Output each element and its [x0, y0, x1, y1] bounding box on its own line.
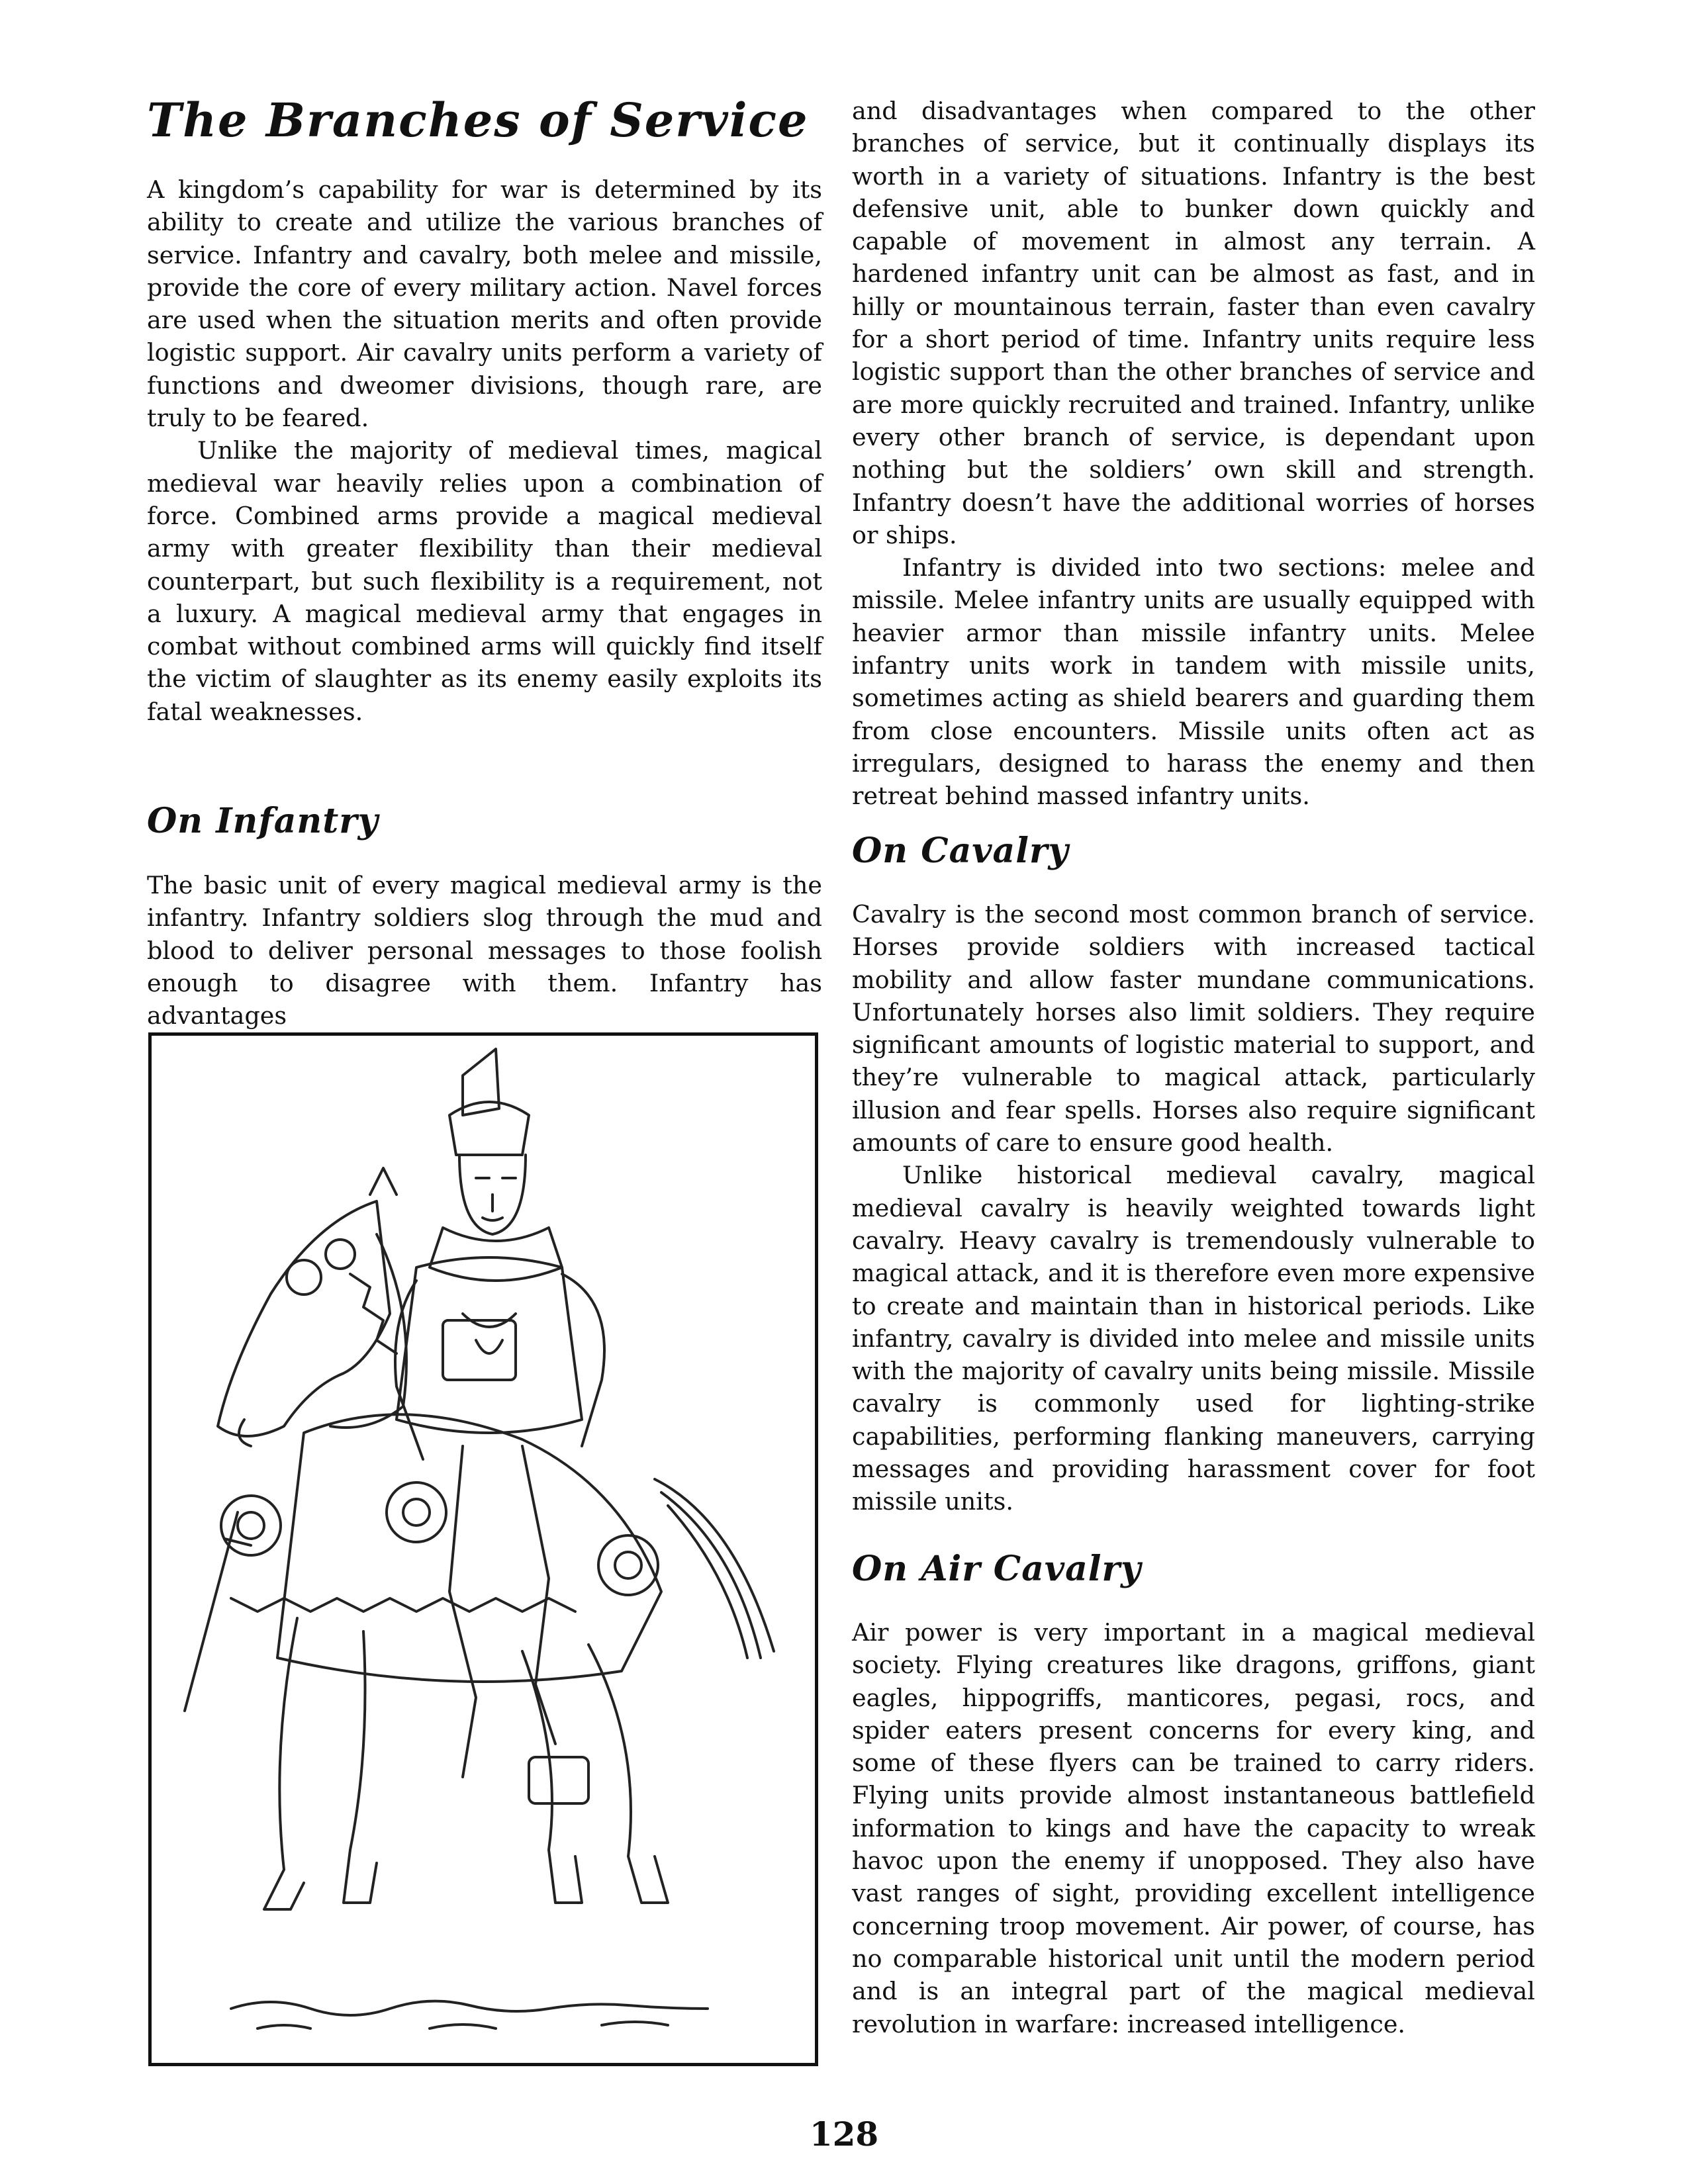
air-cavalry-text [852, 1616, 1535, 2040]
intro-paragraph-2: Unlike the majority of medieval times, magical medieval war heavily relies upon a combination of force. Combined arms provide a magical medieval army with greater flexibility than their medieval counterpart, but such flexibility is a requirement, not a luxury. A magical medieval army that engages in combat without combined arms will quickly find itself the victim of slaughter as its enemy easily exploits its fatal weaknesses. [147, 436, 822, 726]
air-cavalry-paragraph-1: Air power is very important in a magical medieval society. Flying creatures like dragons, griffons, giant eagles, hippogriffs, manticores, pegasi, rocs, and spider eaters present concerns for every king, and some of these flyers can be trained to carry riders. Flying units provide almost instantaneous battlefield information to kings and have the capacity to wreak havoc upon the enemy if unopposed. They also have vast ranges of sight, providing excellent intelligence concerning troop movement. Air power, of course, has no comparable historical unit until the modern period and is an integral part of the magical medieval revolution in warfare: increased intelligence. [852, 1618, 1535, 2038]
page-number: 128 [809, 2115, 879, 2154]
infantry-heading: On Infantry [147, 801, 379, 841]
cavalry-heading: On Cavalry [852, 831, 1069, 871]
knight-drawing [152, 1036, 815, 2063]
intro-paragraph-1: A kingdom’s capability for war is determined by its ability to create and utilize the various branches of service. Infantry and cavalry, both melee and missile, provide the core of every military action. Navel forces are used when the situation merits and often provide logistic support. Air cavalry units perform a variety of functions and dweomer divisions, though rare, are truly to be feared. [147, 175, 822, 433]
infantry-text-right [852, 95, 1535, 813]
page-title: The Branches of Service [147, 93, 809, 148]
cavalry-paragraph-1: Cavalry is the second most common branch of service. Horses provide soldiers with increased tactical mobility and allow faster mundane communications. Unfortunately horses also limit soldiers. They require significant amounts of logistic material to support, and they’re vulnerable to magical attack, particularly illusion and fear spells. Horses also require significant amounts of care to ensure good health. [852, 900, 1535, 1158]
infantry-paragraph-1-end: and disadvantages when compared to the other branches of service, but it continually displays its worth in a variety of situations. Infantry is the best defensive unit, able to bunker down quickly and capable of movement in almost any terrain. A hardened infantry unit can be almost as fast, and in hilly or mountainous terrain, faster than even cavalry for a short period of time. Infantry units require less logistic support than the other branches of service and are more quickly recruited and trained. Infantry, unlike every other branch of service, is dependant upon nothing but the soldiers’ own skill and strength. Infantry doesn’t have the additional worries of horses or ships. [852, 97, 1535, 549]
infantry-paragraph-1-start: The basic unit of every magical medieval army is the infantry. Infantry soldiers slog through the mud and blood to deliver personal messages to those foolish enough to disagree with them. Infantry has advantages [147, 871, 822, 1030]
air-cavalry-heading: On Air Cavalry [852, 1549, 1142, 1589]
cavalry-paragraph-2: Unlike historical medieval cavalry, magical medieval cavalry is heavily weighted towards light cavalry. Heavy cavalry is tremendously vulnerable to magical attack, and it is therefore even more expensive to create and maintain than in historical periods. Like infantry, cavalry is divided into melee and missile units with the majority of cavalry units being missile. Missile cavalry is commonly used for lighting-strike capabilities, performing flanking maneuvers, carrying messages and providing harassment cover for foot missile units. [852, 1161, 1535, 1516]
infantry-paragraph-2: Infantry is divided into two sections: melee and missile. Melee infantry units are usually equipped with heavier armor than missile infantry units. Melee infantry units work in tandem with missile units, sometimes acting as shield bearers and guarding them from close encounters. Missile units often act as irregulars, designed to harass the enemy and then retreat behind massed infantry units. [852, 553, 1535, 811]
infantry-text-left [147, 869, 822, 1032]
intro-text [147, 173, 822, 728]
mounted-knight-illustration [148, 1032, 818, 2066]
cavalry-text [852, 898, 1535, 1518]
